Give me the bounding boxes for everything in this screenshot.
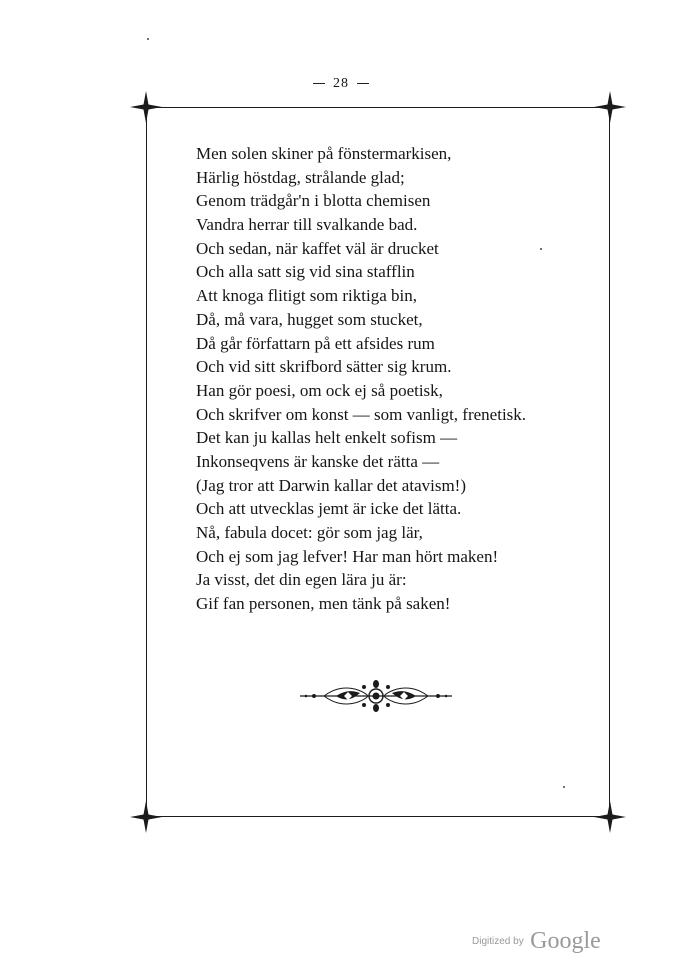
page-number <box>0 76 682 92</box>
poem-line: Och skrifver om konst — som vanligt, frenetisk. <box>196 404 527 424</box>
poem-line: Vandra herrar till svalkande bad. <box>196 215 418 235</box>
poem-line: Då, må vara, hugget som stucket, <box>196 309 423 329</box>
poem-line: Inkonseqvens är kanske det rätta — <box>196 451 440 471</box>
poem-line: Men solen skiner på fönstermarkisen, <box>196 144 452 163</box>
corner-ornament-bottom-left <box>128 799 164 835</box>
scan-speck <box>540 248 542 250</box>
poem-line: Och alla satt sig vid sina stafflin <box>196 262 415 282</box>
poem-line: Då går författarn på ett afsides rum <box>196 333 435 353</box>
poem-line: Han gör poesi, om ock ej så poetisk, <box>196 380 443 400</box>
watermark-brand-text: Google <box>530 928 601 954</box>
page-number-text: 28 <box>333 76 349 91</box>
poem-line: Att knoga flitigt som riktiga bin, <box>196 286 417 306</box>
dash-left <box>313 83 325 84</box>
poem-line: Härlig höstdag, strålande glad; <box>196 167 405 187</box>
poem-line: Och vid sitt skrifbord sätter sig krum. <box>196 357 452 377</box>
poem-line: Och ej som jag lefver! Har man hört maken! <box>196 546 499 566</box>
poem-line: Det kan ju kallas helt enkelt sofism — <box>196 428 458 448</box>
poem-line: Och sedan, när kaffet väl är drucket <box>196 238 439 258</box>
watermark-digitized-text: Digitized by <box>472 936 524 947</box>
poem-line: Genom trädgår'n i blotta chemisen <box>196 191 431 211</box>
scan-speck <box>147 38 149 40</box>
corner-ornament-bottom-right <box>592 799 628 835</box>
digitized-by-google-watermark <box>472 928 601 955</box>
poem-line: Gif fan personen, men tänk på saken! <box>196 594 451 614</box>
corner-ornament-top-left <box>128 89 164 125</box>
tailpiece-ornament <box>296 676 456 716</box>
scan-speck <box>563 786 565 788</box>
corner-ornament-top-right <box>592 89 628 125</box>
poem-line: Nå, fabula docet: gör som jag lär, <box>196 523 423 542</box>
dash-right <box>357 83 369 84</box>
poem-line: (Jag tror att Darwin kallar det atavism!) <box>196 475 467 495</box>
poem <box>196 142 596 616</box>
poem-line: Ja visst, det din egen lära ju är: <box>196 570 407 590</box>
poem-line: Och att utvecklas jemt är icke det lätta. <box>196 499 462 519</box>
